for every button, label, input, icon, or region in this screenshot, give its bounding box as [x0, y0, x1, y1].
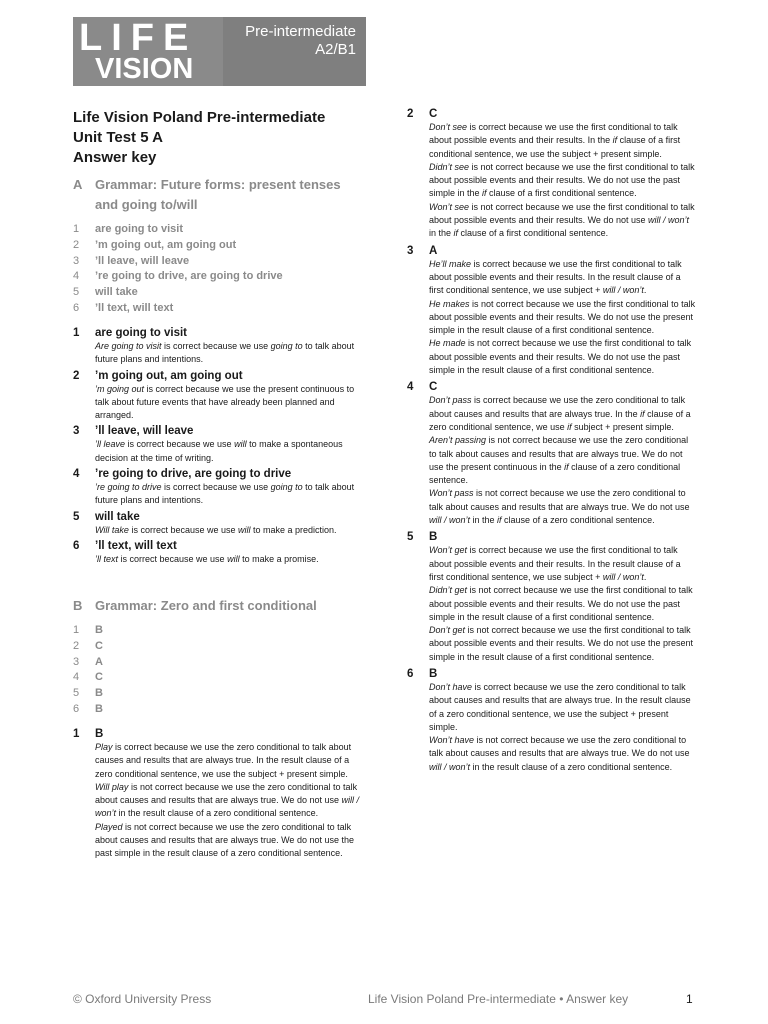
- quick-answer-text: B: [95, 624, 103, 636]
- emphasized-text: Don’t pass: [429, 395, 472, 406]
- explanation-text: is correct because we use the first conditional to talk about possible events and their results. In the result clause of a first conditional sentence, we use subject +: [429, 545, 681, 582]
- explanation-text: is not correct because we use the zero conditional to talk about causes and results that are always true. We do not use: [429, 735, 690, 759]
- answer-value: ’m going out, am going out: [95, 369, 243, 382]
- explanation-paragraph: [429, 298, 697, 338]
- answer-value: B: [429, 531, 438, 544]
- emphasized-text: will: [227, 553, 240, 564]
- explanation-text: .: [643, 571, 647, 582]
- logo-level-name: Pre-intermediate: [245, 23, 356, 40]
- explanation-text: is correct because we use: [118, 553, 228, 564]
- explanation-text: .: [643, 285, 647, 296]
- emphasized-text: ’ll text: [95, 553, 119, 564]
- answer-item: [73, 510, 363, 537]
- emphasized-text: Will play: [95, 781, 129, 792]
- explanation-text: is not correct because we use the zero conditional to talk about causes and results that are always true. We do not use the past simple in the result clause of a zero conditional sentence.: [95, 821, 354, 859]
- emphasized-text: if: [567, 421, 572, 432]
- explanation-text: clause of a zero conditional sentence, we use: [429, 408, 691, 432]
- quick-answer-row: [73, 301, 283, 317]
- answer-heading: [407, 244, 697, 258]
- section-a-heading: [73, 175, 360, 215]
- answer-item: [407, 530, 697, 664]
- explanation-text: is correct because we use the present continuous to talk about future events that have already been planned and arranged.: [95, 383, 355, 421]
- emphasized-text: Won’t have: [429, 735, 475, 746]
- logo-vision-text: VISION: [95, 53, 194, 85]
- explanation-paragraph: [429, 734, 697, 774]
- explanation-text: to make a prediction.: [250, 524, 337, 535]
- quick-answer-number: 5: [73, 286, 80, 299]
- answer-explanation: [407, 258, 697, 378]
- explanation-text: is not correct because we use the zero conditional to talk about causes and results that are always true. We do not use the present continuous in the: [429, 435, 689, 472]
- explanation-paragraph: [429, 584, 697, 624]
- explanation-paragraph: [429, 434, 697, 487]
- explanation-paragraph: [429, 544, 697, 584]
- quick-answer-number: 3: [73, 655, 80, 668]
- explanation-text: is not correct because we use the first conditional to talk about possible events and their results. We do not use the present simple in the result clause of a first conditional sentence.: [429, 298, 696, 336]
- answer-explanation: [73, 524, 363, 537]
- emphasized-text: if: [612, 135, 618, 146]
- answer-explanation: [73, 438, 363, 465]
- explanation-text: is correct because we use the zero conditional to talk about causes and results that are always true. In the result clause of a zero conditional sentence, we use the subject + present simple.: [95, 742, 352, 779]
- emphasized-text: if: [453, 228, 459, 239]
- quick-answer-number: 1: [73, 624, 80, 636]
- explanation-paragraph: [95, 741, 363, 781]
- explanation-text: subject + present simple.: [571, 421, 674, 432]
- explanation-text: is correct because we use: [125, 439, 235, 450]
- answer-item: [73, 539, 363, 566]
- quick-answer-number: 1: [73, 223, 80, 235]
- life-vision-logo: [73, 17, 366, 86]
- page-number: 1: [686, 992, 693, 1006]
- answer-explanation: [407, 544, 697, 664]
- logo-level: [245, 23, 356, 59]
- quick-answer-text: C: [95, 671, 103, 684]
- answer-heading: [407, 380, 697, 394]
- section-b-title: Grammar: Zero and first conditional: [95, 598, 317, 613]
- emphasized-text: will / won’t: [95, 795, 359, 819]
- quick-answer-text: B: [95, 702, 103, 715]
- explanation-text: is not correct because we use the first conditional to talk about possible events and their results. We do not use the present simple in the result clause of a first conditional sentence.: [429, 625, 693, 662]
- section-a-explanations: [73, 326, 363, 566]
- explanation-text: is correct because we use: [161, 482, 271, 493]
- quick-answer-row: [73, 238, 283, 254]
- emphasized-text: Won’t pass: [429, 488, 474, 499]
- explanation-paragraph: [429, 624, 697, 664]
- quick-answer-row: [73, 285, 283, 301]
- answer-heading: [73, 326, 363, 340]
- explanation-text: to make a promise.: [239, 553, 319, 564]
- answer-item: [407, 380, 697, 527]
- section-b-explanations-right: [407, 107, 697, 774]
- answer-explanation: [73, 741, 363, 861]
- quick-answer-text: ’ll text, will text: [95, 301, 174, 314]
- answer-value: ’re going to drive, are going to drive: [95, 468, 292, 481]
- quick-answer-text: B: [95, 687, 103, 700]
- emphasized-text: Didn’t get: [429, 585, 468, 596]
- answer-heading: [73, 369, 363, 383]
- footer-book-title: Life Vision Poland Pre-intermediate • Answer key: [368, 992, 629, 1006]
- emphasized-text: will: [238, 524, 251, 535]
- emphasized-text: Won’t get: [429, 545, 468, 556]
- explanation-text: clause of a zero conditional sentence.: [501, 515, 655, 526]
- explanation-text: in the: [429, 228, 454, 239]
- explanation-text: is not correct because we use the first conditional to talk about possible events and their results. We do not use the past simple in the result clause of a first conditional sentence.: [429, 338, 692, 376]
- explanation-paragraph: [95, 481, 363, 508]
- quick-answer-row: [73, 639, 103, 655]
- logo-wordmark-block: [73, 17, 223, 86]
- explanation-text: clause of a zero conditional sentence.: [429, 461, 681, 486]
- emphasized-text: will / won’t: [602, 285, 644, 296]
- section-b-heading: [73, 596, 360, 616]
- title-line-2: Unit Test 5 A: [73, 129, 164, 146]
- answer-number: 1: [73, 327, 80, 339]
- answer-value: C: [429, 381, 438, 394]
- emphasized-text: if: [497, 515, 502, 526]
- footer-copyright: © Oxford University Press: [73, 992, 212, 1006]
- answer-number: 5: [73, 510, 80, 523]
- title-line-3: Answer key: [73, 149, 157, 166]
- answer-item: [73, 727, 363, 861]
- quick-answer-text: C: [95, 639, 103, 652]
- explanation-paragraph: [429, 487, 697, 527]
- emphasized-text: Will take: [95, 524, 129, 535]
- section-a-letter: A: [73, 177, 83, 192]
- answer-value: will take: [95, 510, 140, 523]
- title-line-1: Life Vision Poland Pre-intermediate: [73, 109, 326, 126]
- answer-value: A: [429, 244, 438, 257]
- answer-value: B: [429, 667, 438, 680]
- explanation-text: in the result clause of a zero conditional sentence.: [470, 761, 673, 772]
- explanation-text: is correct because we use the first conditional to talk about possible events and their results. In the: [429, 122, 678, 146]
- section-b-quick-answers: [73, 623, 103, 718]
- quick-answer-row: [73, 269, 283, 285]
- quick-answer-number: 6: [73, 702, 80, 715]
- answer-item: [73, 467, 363, 508]
- answer-value: C: [429, 108, 438, 120]
- answer-number: 4: [407, 381, 414, 394]
- emphasized-text: will: [234, 439, 247, 450]
- answer-number: 6: [407, 667, 414, 680]
- quick-answer-number: 6: [73, 301, 80, 314]
- explanation-text: is correct because we use: [161, 341, 271, 351]
- answer-item: [407, 244, 697, 378]
- emphasized-text: if: [482, 188, 487, 199]
- answer-item: [407, 107, 697, 241]
- explanation-text: in the: [470, 515, 498, 526]
- explanation-paragraph: [95, 383, 363, 423]
- answer-explanation: [73, 383, 363, 423]
- answer-value: ’ll text, will text: [95, 539, 177, 552]
- emphasized-text: Don’t have: [429, 681, 473, 692]
- emphasized-text: will / won’t: [429, 761, 471, 772]
- answer-number: 4: [73, 468, 80, 481]
- quick-answer-text: A: [95, 655, 103, 668]
- explanation-paragraph: [95, 821, 363, 861]
- quick-answer-number: 2: [73, 238, 80, 251]
- emphasized-text: going to: [270, 341, 303, 351]
- explanation-text: is not correct because we use the first conditional to talk about possible events and their results. We do not use: [429, 201, 695, 226]
- emphasized-text: He’ll make: [429, 258, 472, 269]
- answer-number: 6: [73, 539, 80, 552]
- answer-number: 1: [73, 728, 80, 740]
- explanation-text: in the result clause of a zero conditional sentence.: [116, 808, 319, 819]
- quick-answer-row: [73, 254, 283, 270]
- quick-answer-number: 3: [73, 254, 80, 267]
- answer-value: B: [95, 728, 104, 740]
- answer-explanation: [407, 394, 697, 527]
- explanation-text: is not correct because we use the zero conditional to talk about causes and results that are always true. We do not use: [95, 781, 358, 806]
- explanation-text: to talk about future plans and intentions.: [95, 341, 355, 365]
- explanation-text: is correct because we use the zero conditional to talk about causes and results that are always true. In the result clause of a zero conditional sentence, we use the subject + present simple.: [429, 681, 691, 732]
- answer-explanation: [407, 681, 697, 774]
- explanation-text: to make a spontaneous decision at the time of writing.: [95, 439, 343, 463]
- answer-number: 3: [407, 244, 414, 257]
- quick-answer-row: [73, 655, 103, 671]
- emphasized-text: He makes: [429, 298, 470, 309]
- explanation-text: is not correct because we use the first conditional to talk about possible events and their results. We do not use the past simple in the: [429, 161, 695, 199]
- section-a-title: Grammar: Future forms: present tenses and going to/will: [95, 177, 341, 212]
- document-title: [73, 108, 325, 168]
- logo-life-text: LIFE: [79, 17, 198, 59]
- answer-heading: [407, 667, 697, 681]
- answer-heading: [73, 510, 363, 524]
- quick-answer-row: [73, 623, 103, 639]
- emphasized-text: Are going to visit: [95, 341, 162, 351]
- answer-explanation: [73, 553, 363, 566]
- explanation-paragraph: [429, 258, 697, 298]
- quick-answer-row: [73, 702, 103, 718]
- answer-number: 2: [407, 108, 414, 120]
- logo-level-code: A2/B1: [315, 41, 356, 58]
- explanation-paragraph: [429, 201, 697, 241]
- answer-explanation: [407, 121, 697, 241]
- emphasized-text: ’ll leave: [95, 439, 126, 450]
- answer-item: [73, 326, 363, 367]
- explanation-paragraph: [429, 121, 697, 161]
- explanation-text: clause of a first conditional sentence.: [486, 188, 637, 199]
- explanation-text: is not correct because we use the first conditional to talk about possible events and their results. We do not use the past simple in the result clause of a first conditional sentence.: [429, 585, 693, 622]
- explanation-text: clause of a first conditional sentence.: [458, 228, 609, 239]
- emphasized-text: ’m going out: [95, 383, 145, 394]
- quick-answer-text: are going to visit: [95, 223, 184, 235]
- explanation-text: is correct because we use: [128, 524, 238, 535]
- quick-answer-row: [73, 686, 103, 702]
- explanation-text: is correct because we use the zero conditional to talk about causes and results that are always true. In the: [429, 395, 686, 419]
- answer-value: ’ll leave, will leave: [95, 425, 194, 438]
- emphasized-text: ’re going to drive: [95, 482, 162, 493]
- answer-heading: [407, 107, 697, 121]
- explanation-paragraph: [95, 438, 363, 465]
- emphasized-text: if: [640, 408, 645, 419]
- quick-answer-text: ’ll leave, will leave: [95, 254, 190, 267]
- answer-number: 5: [407, 531, 414, 544]
- explanation-paragraph: [429, 681, 697, 734]
- explanation-paragraph: [429, 394, 697, 434]
- answer-item: [73, 424, 363, 465]
- emphasized-text: Won’t see: [429, 201, 470, 212]
- emphasized-text: Don’t get: [429, 625, 466, 636]
- emphasized-text: Didn’t see: [429, 161, 470, 172]
- explanation-paragraph: [95, 524, 363, 537]
- explanation-paragraph: [429, 337, 697, 377]
- answer-value: are going to visit: [95, 327, 188, 339]
- emphasized-text: will / won’t: [429, 515, 471, 526]
- section-b-letter: B: [73, 598, 83, 613]
- explanation-paragraph: [429, 161, 697, 201]
- emphasized-text: Don’t see: [429, 122, 468, 132]
- quick-answer-row: [73, 670, 103, 686]
- section-b-explanations-left: [73, 727, 363, 861]
- emphasized-text: Played: [95, 821, 123, 832]
- explanation-paragraph: [95, 340, 363, 367]
- emphasized-text: He made: [429, 338, 466, 349]
- explanation-paragraph: [95, 781, 363, 821]
- emphasized-text: if: [564, 461, 569, 472]
- quick-answer-text: ’re going to drive, are going to drive: [95, 270, 283, 283]
- section-a-quick-answers: [73, 222, 283, 317]
- answer-heading: [73, 467, 363, 481]
- quick-answer-text: will take: [95, 286, 138, 299]
- answer-number: 2: [73, 369, 80, 382]
- explanation-paragraph: [95, 553, 363, 566]
- quick-answer-text: ’m going out, am going out: [95, 238, 237, 251]
- explanation-text: is not correct because we use the zero conditional to talk about causes and results that are always true. We do not use: [429, 488, 690, 512]
- emphasized-text: will / won’t: [647, 215, 689, 226]
- answer-number: 3: [73, 425, 80, 438]
- answer-heading: [73, 424, 363, 438]
- answer-explanation: [73, 340, 363, 367]
- answer-heading: [73, 539, 363, 553]
- quick-answer-number: 4: [73, 270, 80, 283]
- answer-explanation: [73, 481, 363, 508]
- quick-answer-row: [73, 222, 283, 238]
- answer-item: [407, 667, 697, 774]
- quick-answer-number: 4: [73, 671, 80, 684]
- explanation-text: to talk about future plans and intentions.: [95, 482, 355, 506]
- quick-answer-number: 2: [73, 639, 80, 652]
- emphasized-text: will / won’t: [602, 571, 644, 582]
- explanation-text: is correct because we use the first conditional to talk about possible events and their results. In the result clause of a first conditional sentence, we use subject +: [429, 258, 682, 296]
- explanation-text: clause of a first conditional sentence, we use the subject + present simple.: [429, 135, 681, 159]
- emphasized-text: going to: [270, 482, 303, 493]
- answer-heading: [73, 727, 363, 741]
- answer-item: [73, 369, 363, 423]
- emphasized-text: Play: [95, 742, 113, 752]
- emphasized-text: Aren’t passing: [429, 435, 487, 446]
- answer-heading: [407, 530, 697, 544]
- quick-answer-number: 5: [73, 687, 80, 700]
